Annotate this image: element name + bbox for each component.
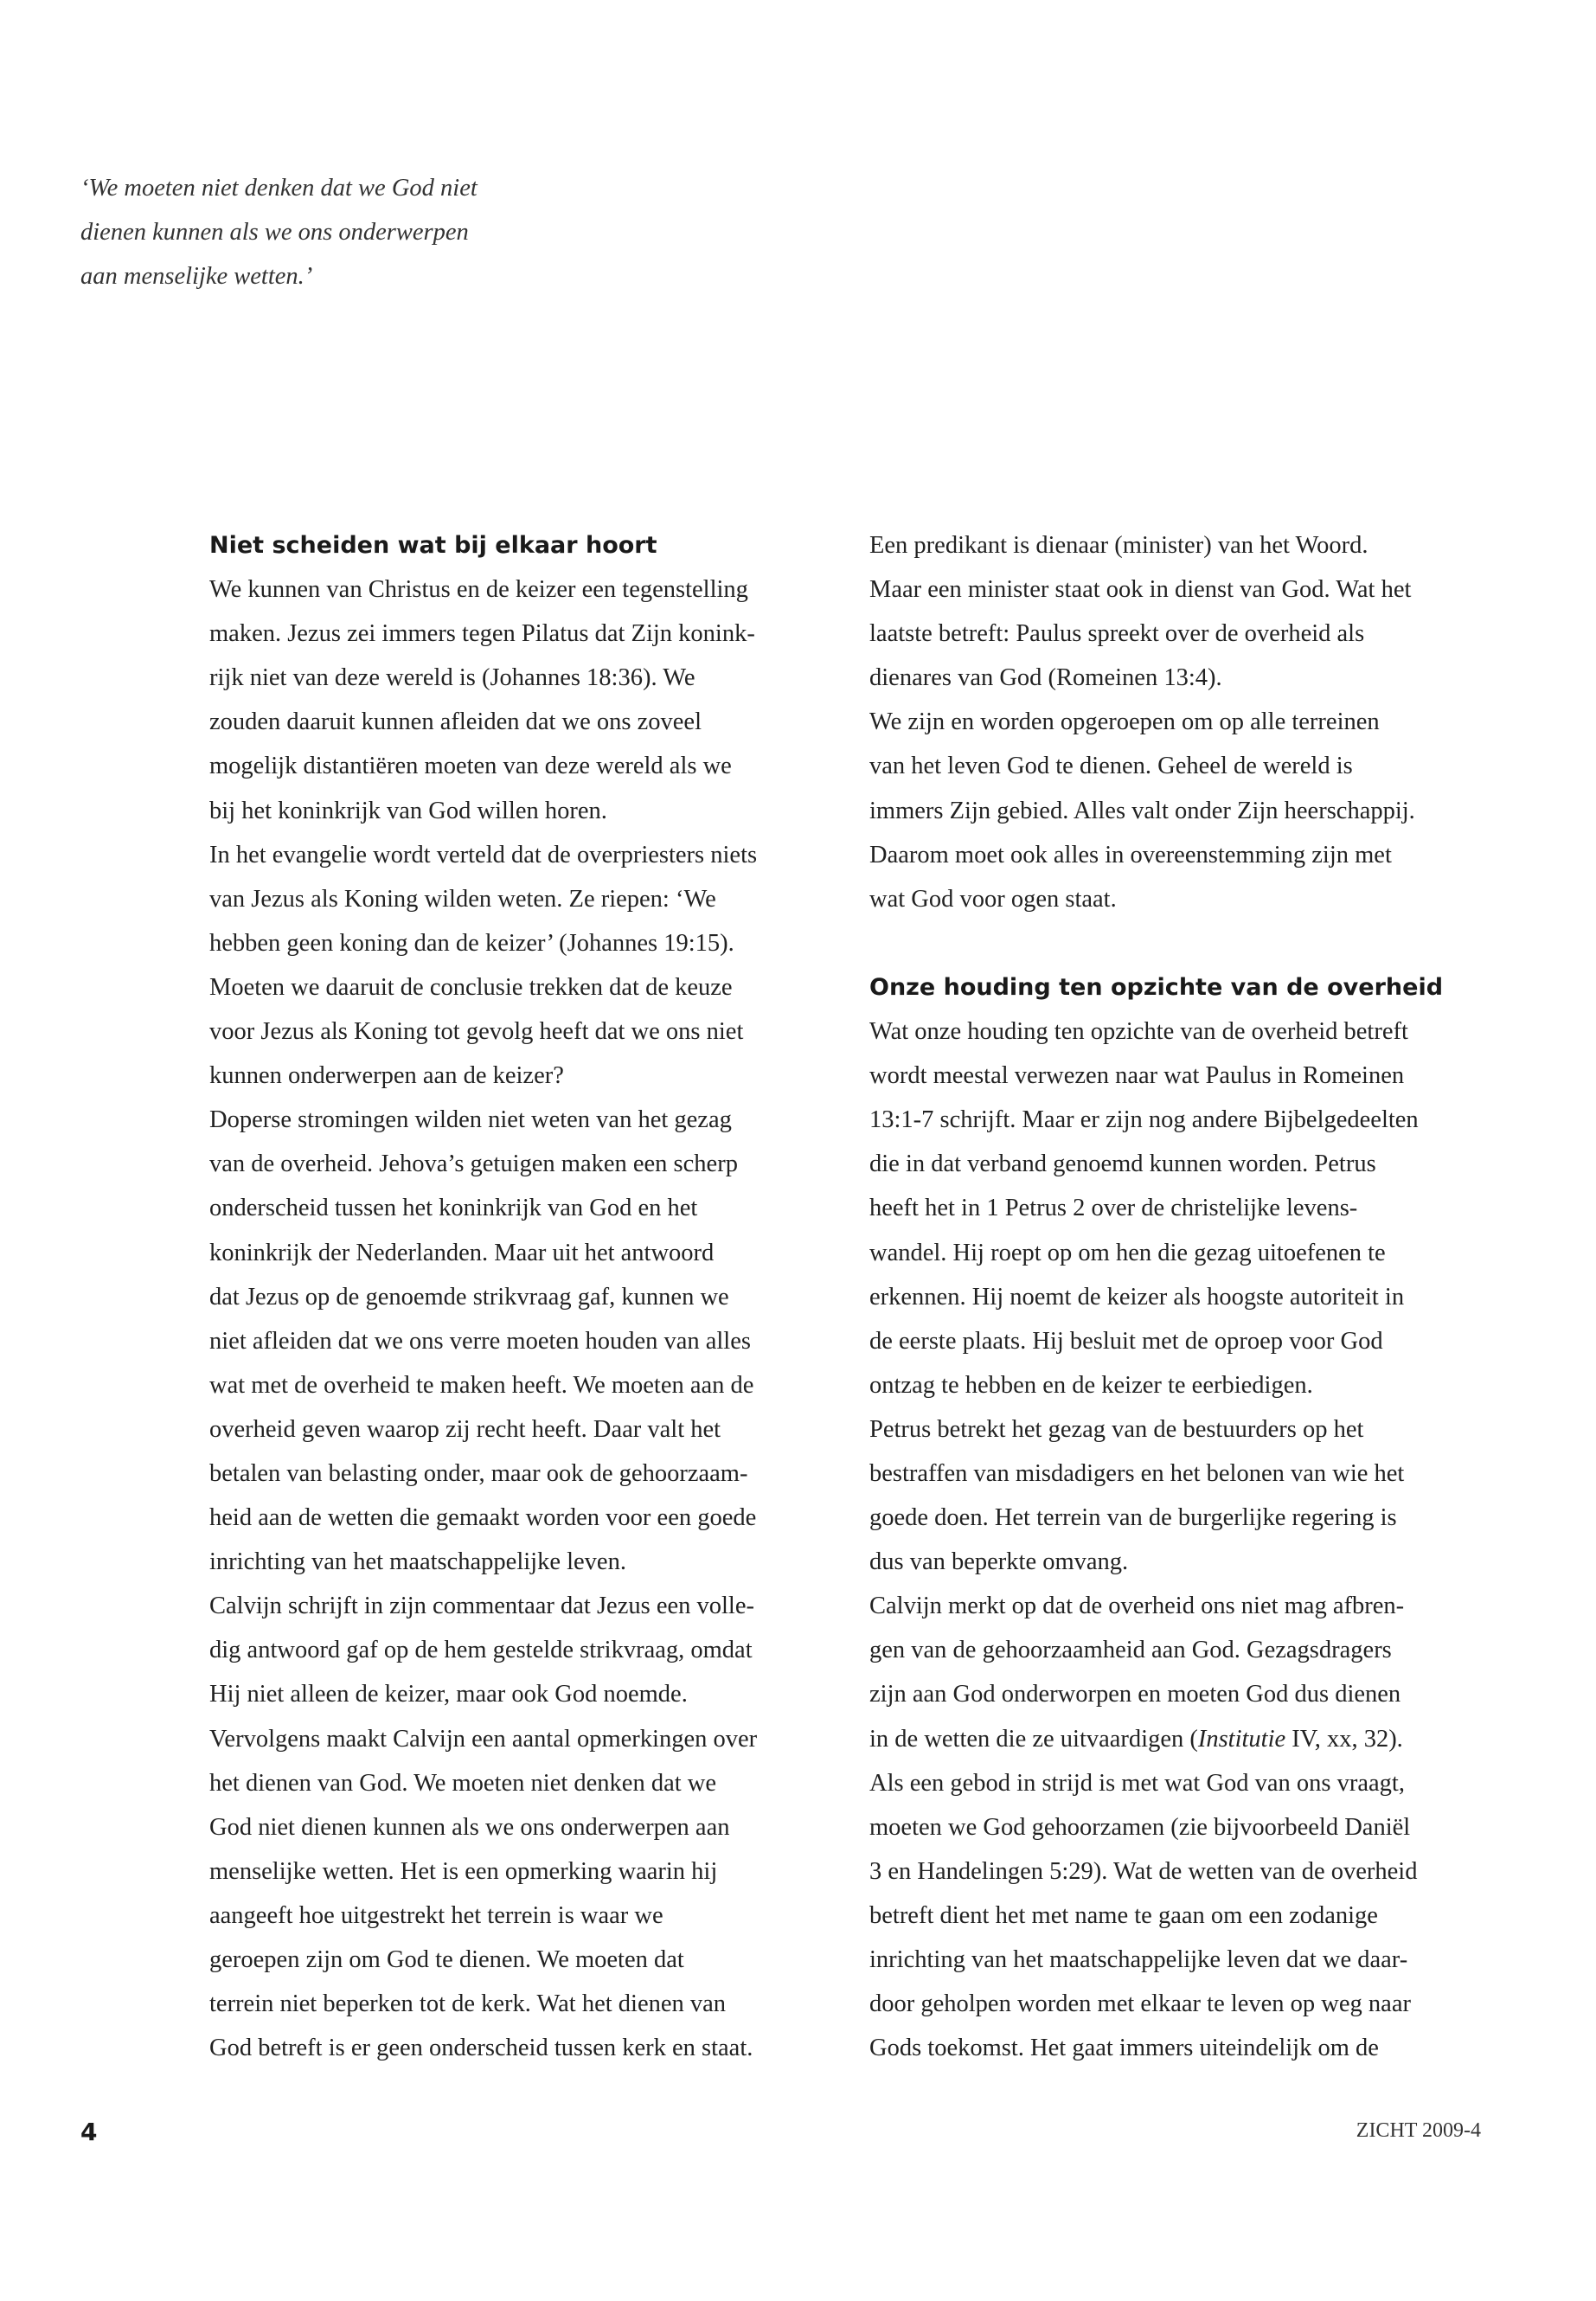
text-line: terrein niet beperken tot de kerk. Wat het dienen van [209,1990,727,2018]
text-line: laatste betreft: Paulus spreekt over de overheid als [869,620,1365,648]
text-line: Hij niet alleen de keizer, maar ook God noemde. [209,1681,688,1708]
text-line: immers Zijn gebied. Alles valt onder Zijn heerschappij. [869,797,1415,824]
text-line: van Jezus als Koning wilden weten. Ze riepen: ‘We [209,885,716,913]
text-line: In het evangelie wordt verteld dat de overpriesters niets [209,841,758,868]
text-line: inrichting van het maatschappelijke leven dat we daar- [869,1946,1408,1973]
text-line: 3 en Handelingen 5:29). Wat de wetten van de overheid [869,1857,1418,1885]
text-line: maken. Jezus zei immers tegen Pilatus dat Zijn konink- [209,620,755,648]
left-column-body [209,567,836,2070]
text-line: betreft dient het met name te gaan om een zodanige [869,1901,1378,1929]
text-line: wat met de overheid te maken heeft. We moeten aan de [209,1371,754,1399]
text-line: van de overheid. Jehova’s getuigen maken een scherp [209,1150,738,1178]
text-line: dienares van God (Romeinen 13:4). [869,664,1222,692]
text-line: Als een gebod in strijd is met wat God van ons vraagt, [869,1769,1405,1797]
right-column-intro [869,523,1497,921]
text-line: gen van de gehoorzaamheid aan God. Gezagsdragers [869,1637,1392,1664]
text-line: bestraffen van misdadigers en het belonen van wie het [869,1459,1405,1487]
text-line: wandel. Hij roept op om hen die gezag uitoefenen te [869,1239,1386,1266]
pull-quote-line: dienen kunnen als we ons onderwerpen [80,219,469,247]
text-line: Petrus betrekt het gezag van de bestuurders op het [869,1415,1364,1443]
text-line: Vervolgens maakt Calvijn een aantal opmerkingen over [209,1725,758,1753]
journal-issue: ZICHT 2009-4 [1356,2119,1481,2142]
text-line: koninkrijk der Nederlanden. Maar uit het antwoord [209,1239,715,1266]
left-column [209,523,836,2070]
right-column-body [869,1009,1497,1717]
text-line: Daarom moet ook alles in overeenstemming zijn met [869,841,1392,868]
text-line: menselijke wetten. Het is een opmerking waarin hij [209,1857,718,1885]
text-line: hebben geen koning dan de keizer’ (Johannes 19:15). [209,929,734,957]
pull-quote-line: aan menselijke wetten.’ [80,263,313,291]
text-line: God niet dienen kunnen als we ons onderwerpen aan [209,1813,730,1841]
text-line: dig antwoord gaf op de hem gestelde strikvraag, omdat [209,1637,753,1664]
paragraph-gap [869,921,1497,965]
text-line: door geholpen worden met elkaar te leven op weg naar [869,1990,1411,2018]
text-line: heid aan de wetten die gemaakt worden voor een goede [209,1504,757,1532]
text-line: 13:1-7 schrijft. Maar er zijn nog andere Bijbelgedeelten [869,1106,1419,1134]
institutie-title: Institutie [1197,1725,1286,1753]
text-line: Calvijn schrijft in zijn commentaar dat Jezus een volle- [209,1593,754,1620]
text-line: zijn aan God onderworpen en moeten God dus dienen [869,1681,1401,1708]
text-line: die in dat verband genoemd kunnen worden. Petrus [869,1150,1376,1178]
text-line: wat God voor ogen staat. [869,885,1117,913]
text-line: heeft het in 1 Petrus 2 over de christelijke levens- [869,1195,1358,1222]
pull-quote-line: ‘We moeten niet denken dat we God niet [80,175,478,202]
section-heading-onze-houding: Onze houding ten opzichte van de overheid [869,973,1444,1001]
page-number: 4 [80,2118,98,2146]
text-line: Doperse stromingen wilden niet weten van het gezag [209,1106,732,1134]
text-line: de eerste plaats. Hij besluit met de oproep voor God [869,1327,1383,1355]
text-line: kunnen onderwerpen aan de keizer? [209,1062,564,1090]
text-line: zouden daaruit kunnen afleiden dat we ons zoveel [209,708,702,736]
text-line: betalen van belasting onder, maar ook de gehoorzaam- [209,1459,748,1487]
text-line: overheid geven waarop zij recht heeft. Daar valt het [209,1415,721,1443]
right-column-body-continued [869,1761,1497,2071]
section-heading-niet-scheiden: Niet scheiden wat bij elkaar hoort [209,532,657,559]
text-line: We kunnen van Christus en de keizer een tegenstelling [209,576,748,604]
text-line: dus van beperkte omvang. [869,1548,1129,1576]
text-line: het dienen van God. We moeten niet denken dat we [209,1769,716,1797]
right-column [869,523,1497,2070]
text-line: bij het koninkrijk van God willen horen. [209,797,607,824]
text-line: goede doen. Het terrein van de burgerlijke regering is [869,1504,1397,1532]
text-line: God betreft is er geen onderscheid tussen kerk en staat. [209,2035,753,2062]
text-line: rijk niet van deze wereld is (Johannes 18:36). We [209,664,695,692]
text-line: voor Jezus als Koning tot gevolg heeft dat we ons niet [209,1018,744,1046]
text-line: geroepen zijn om God te dienen. We moeten dat [209,1946,684,1973]
text-line: erkennen. Hij noemt de keizer als hoogste autoriteit in [869,1283,1405,1311]
text-line: Moeten we daaruit de conclusie trekken dat de keuze [209,973,733,1001]
text-line: Wat onze houding ten opzichte van de overheid betreft [869,1018,1408,1046]
text-line: mogelijk distantiëren moeten van deze wereld als we [209,753,732,780]
text-line: niet afleiden dat we ons verre moeten houden van alles [209,1327,751,1355]
text-line: Calvijn merkt op dat de overheid ons niet mag afbren- [869,1593,1405,1620]
text-line: moeten we God gehoorzamen (zie bijvoorbeeld Daniël [869,1813,1411,1841]
text-line: onderscheid tussen het koninkrijk van God en het [209,1195,698,1222]
text-line: dat Jezus op de genoemde strikvraag gaf, kunnen we [209,1283,729,1311]
text-line: van het leven God te dienen. Geheel de wereld is [869,753,1353,780]
text-line-institutie: in de wetten die ze uitvaardigen (Institutie IV, xx, 32). [869,1725,1403,1753]
text-line: aangeeft hoe uitgestrekt het terrein is waar we [209,1901,663,1929]
text-line: inrichting van het maatschappelijke leven. [209,1548,626,1576]
text-line: wordt meestal verwezen naar wat Paulus in Romeinen [869,1062,1405,1090]
text-line: Maar een minister staat ook in dienst van God. Wat het [869,576,1412,604]
text-line: We zijn en worden opgeroepen om op alle terreinen [869,708,1380,736]
pull-quote [80,166,859,298]
text-line: Een predikant is dienaar (minister) van het Woord. [869,532,1368,559]
text-line: Gods toekomst. Het gaat immers uiteindelijk om de [869,2035,1379,2062]
text-line: ontzag te hebben en de keizer te eerbiedigen. [869,1371,1313,1399]
